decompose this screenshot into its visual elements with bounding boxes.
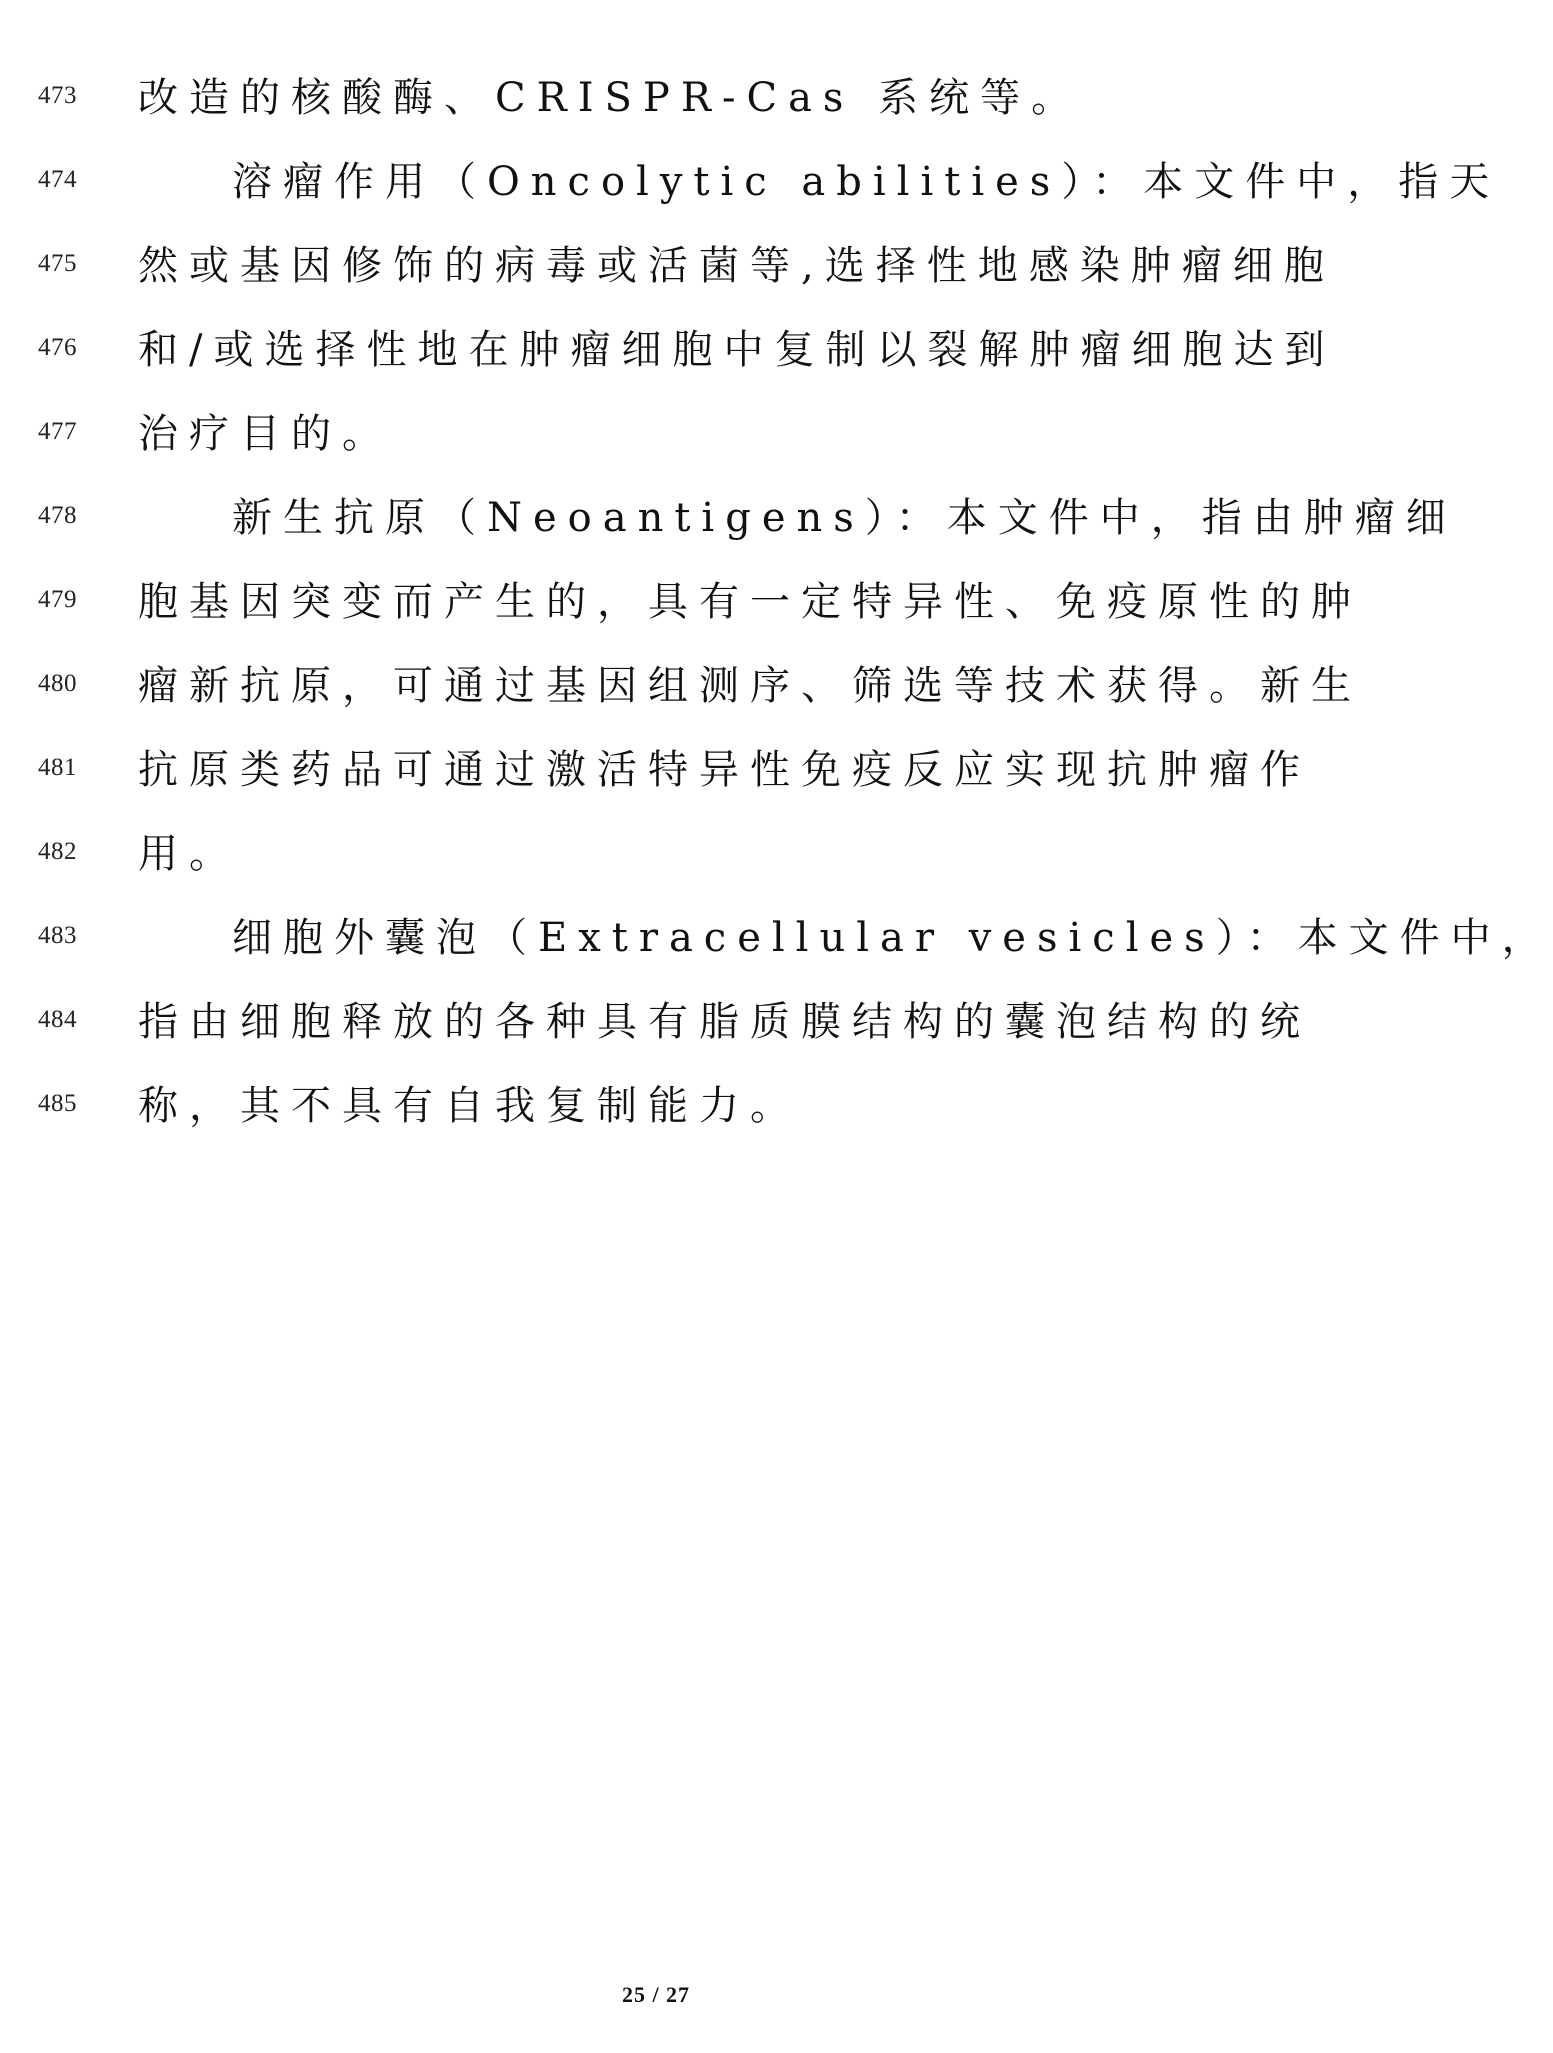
line-number: 483 — [38, 922, 77, 949]
line-number: 482 — [38, 838, 77, 865]
line-number: 473 — [38, 82, 77, 109]
document-line — [0, 152, 1501, 212]
line-number: 485 — [38, 1090, 77, 1117]
line-number: 474 — [38, 166, 77, 193]
line-text: 治疗目的。 — [138, 411, 393, 457]
document-line — [0, 320, 1336, 380]
line-text: 改造的核酸酶、CRISPR-Cas 系统等。 — [138, 75, 1083, 121]
line-text: 然或基因修饰的病毒或活菌等,选择性地感染肿瘤细胞 — [138, 243, 1335, 289]
document-line — [0, 488, 1457, 548]
document-line — [0, 908, 1553, 968]
document-line — [0, 572, 1362, 632]
line-text: 瘤新抗原，可通过基因组测序、筛选等技术获得。新生 — [138, 663, 1362, 709]
line-number: 480 — [38, 670, 77, 697]
line-text: 新生抗原（Neoantigens）：本文件中，指由肿瘤细 — [232, 495, 1457, 541]
document-line — [0, 824, 1312, 884]
page-number: 25 / 27 — [621, 1982, 691, 2007]
line-number: 475 — [38, 250, 77, 277]
document-line — [0, 740, 1312, 800]
line-text: 溶瘤作用（Oncolytic abilities）：本文件中，指天 — [232, 159, 1501, 205]
line-text: 胞基因突变而产生的，具有一定特异性、免疫原性的肿 — [138, 579, 1362, 625]
line-number: 478 — [38, 502, 77, 529]
line-number: 484 — [38, 1006, 77, 1033]
line-text: 和/或选择性地在肿瘤细胞中复制以裂解肿瘤细胞达到 — [138, 327, 1336, 373]
line-text: 抗原类药品可通过激活特异性免疫反应实现抗肿瘤作 — [138, 747, 1311, 793]
document-line — [0, 236, 1335, 296]
line-number: 479 — [38, 586, 77, 613]
line-number: 477 — [38, 418, 77, 445]
document-line — [0, 992, 1312, 1052]
line-number: 476 — [38, 334, 77, 361]
document-line — [0, 656, 1362, 716]
document-line — [0, 1076, 1312, 1136]
line-text: 用。 — [138, 831, 240, 877]
document-line — [0, 68, 1312, 128]
line-text: 称，其不具有自我复制能力。 — [138, 1083, 801, 1129]
line-text: 指由细胞释放的各种具有脂质膜结构的囊泡结构的统 — [138, 999, 1311, 1045]
line-text: 细胞外囊泡（Extracellular vesicles）：本文件中， — [232, 915, 1553, 961]
line-number: 481 — [38, 754, 77, 781]
document-line — [0, 404, 1312, 464]
